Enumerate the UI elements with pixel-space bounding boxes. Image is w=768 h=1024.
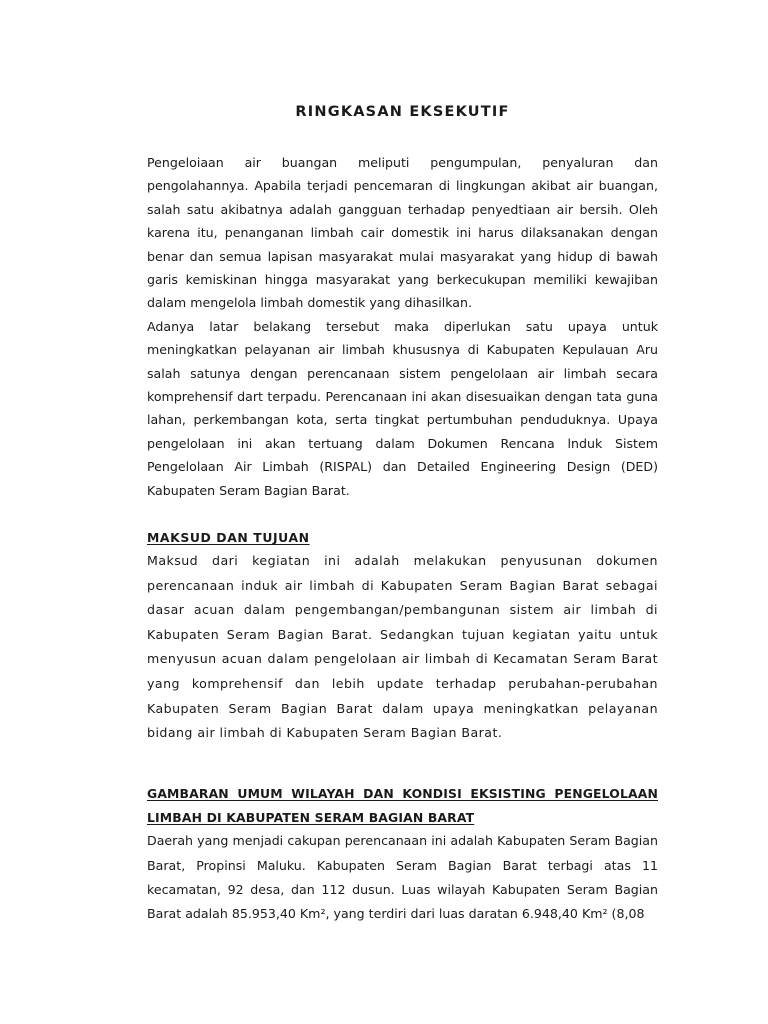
- section-paragraph-gambaran-umum: Daerah yang menjadi cakupan perencanaan ini adalah Kabupaten Seram Bagian Barat, Propinsi Maluku. Kabupaten Seram Bagian Barat terbagi atas 11 kecamatan, 92 desa, dan 112 dusun. Luas wilayah Kabupaten Seram Bagian Barat adalah 85.953,40 Km², yang terdiri dari luas daratan 6.948,40 Km² (8,08: [147, 833, 658, 922]
- section-heading-gambaran-umum: GAMBARAN UMUM WILAYAH DAN KONDISI EKSISTING PENGELOLAAN LIMBAH DI KABUPATEN SERAM BAGIAN BARAT: [147, 786, 658, 825]
- intro-paragraph-1: Pengeloiaan air buangan meliputi pengumpulan, penyaluran dan pengolahannya. Apabila terjadi pencemaran di lingkungan akibat air buangan, salah satu akibatnya adalah gangguan terhadap penyedtiaan air bersih. Oleh karena itu, penanganan limbah cair domestik ini harus dilaksanakan dengan benar dan semua lapisan masyarakat mulai masyarakat yang hidup di bawah garis kemiskinan hingga masyarakat yang berkecukupan memiliki kewajiban dalam mengelola limbah domestik yang dihasilkan.: [147, 155, 658, 311]
- intro-section: [147, 151, 658, 502]
- section-paragraph-maksud-tujuan: Maksud dari kegiatan ini adalah melakukan penyusunan dokumen perencanaan induk air limbah di Kabupaten Seram Bagian Barat sebagai dasar acuan dalam pengembangan/pembangunan sistem air limbah di Kabupaten Seram Bagian Barat. Sedangkan tujuan kegiatan yaitu untuk menyusun acuan dalam pengelolaan air limbah di Kecamatan Seram Barat yang komprehensif dan lebih update terhadap perubahan-perubahan Kabupaten Seram Bagian Barat dalam upaya meningkatkan pelayanan bidang air limbah di Kabupaten Seram Bagian Barat.: [147, 553, 658, 741]
- section-heading-maksud-tujuan: MAKSUD DAN TUJUAN: [147, 530, 310, 545]
- section-gambaran-umum: [147, 782, 658, 927]
- intro-paragraph-2: Adanya latar belakang tersebut maka diperlukan satu upaya untuk meningkatkan pelayanan air limbah khususnya di Kabupaten Kepulauan Aru salah satunya dengan perencanaan sistem pengelolaan air limbah secara komprehensif dart terpadu. Perencanaan ini akan disesuaikan dengan tata guna lahan, perkembangan kota, serta tingkat pertumbuhan penduduknya. Upaya pengelolaan ini akan tertuang dalam Dokumen Rencana lnduk Sistem Pengelolaan Air Limbah (RISPAL) dan Detailed Engineering Design (DED) Kabupaten Seram Bagian Barat.: [147, 318, 658, 498]
- document-title: RINGKASAN EKSEKUTIF: [295, 104, 510, 120]
- section-maksud-tujuan: [147, 526, 658, 746]
